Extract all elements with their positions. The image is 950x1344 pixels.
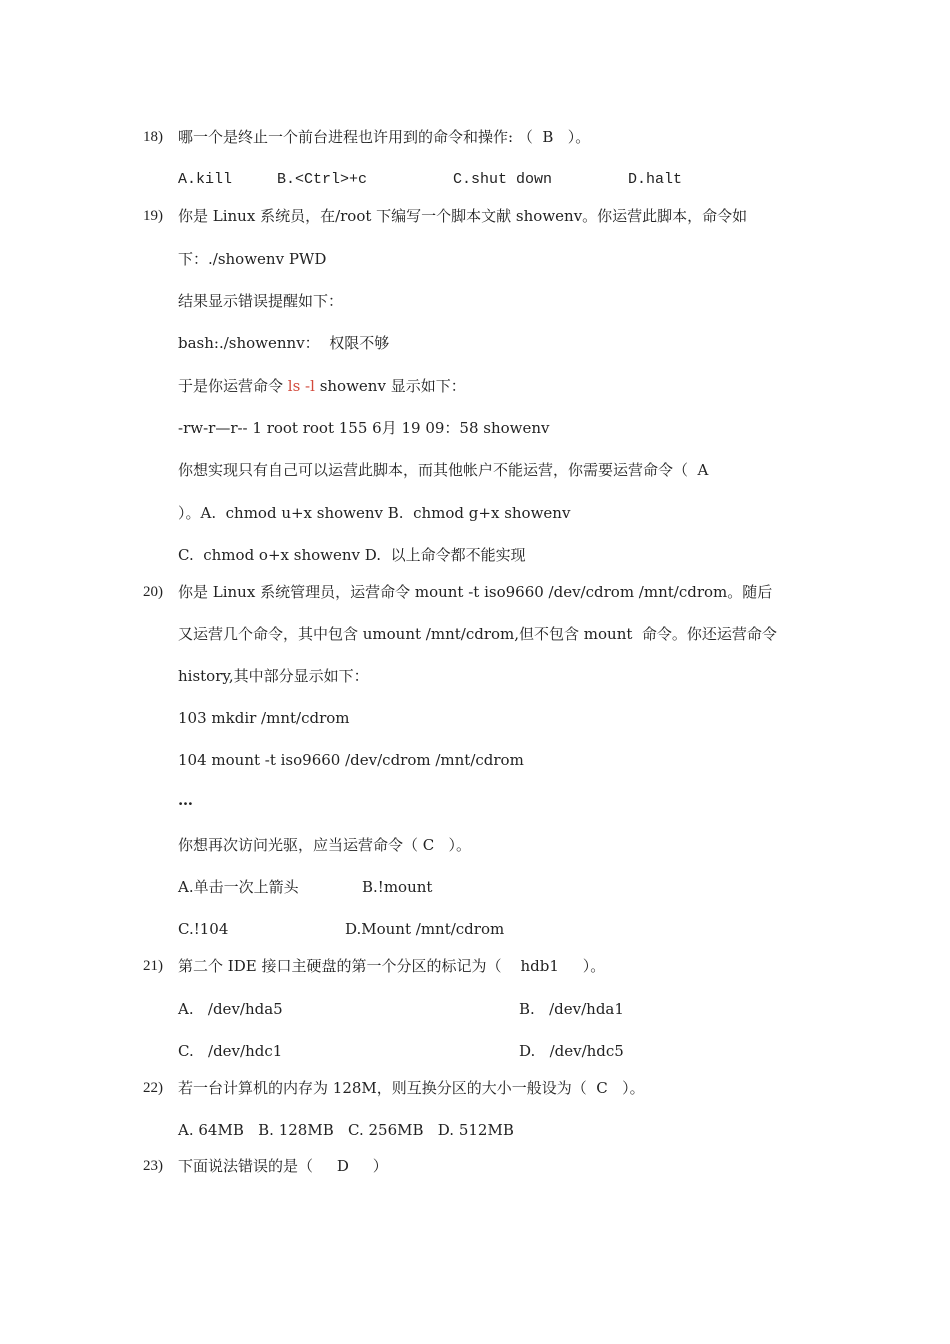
option-d: D.halt <box>628 171 683 188</box>
option-d: D. /dev/hdc5 <box>519 1042 624 1060</box>
text-suffix: showenv 显示如下： <box>314 377 466 395</box>
option-a: A.单击一次上箭头 <box>178 878 299 896</box>
option-b: B. /dev/hda1 <box>519 1000 624 1018</box>
question-number: 19) <box>143 208 163 224</box>
option-b: B.!mount <box>362 878 433 896</box>
option-a: A. /dev/hda5 <box>178 1000 283 1018</box>
option-d: D.Mount /mnt/cdrom <box>345 920 505 938</box>
question-text: 又运营几个命令，其中包含 umount /mnt/cdrom,但不包含 mount 命令。你还运营命令 <box>178 625 777 643</box>
question-text: 你想实现只有自己可以运营此脚本，而其他帐户不能运营，你需要运营命令（ A <box>178 461 709 479</box>
question-text: 下：./showenv PWD <box>178 250 327 268</box>
highlighted-command: ls -l <box>287 377 315 395</box>
options-line: C. chmod o+x showenv D. 以上命令都不能实现 <box>178 546 526 564</box>
question-text: 下面说法错误的是（ D ） <box>178 1157 388 1175</box>
history-line: 103 mkdir /mnt/cdrom <box>178 709 350 727</box>
question-number: 21) <box>143 958 163 974</box>
question-number: 20) <box>143 584 163 600</box>
option-c: C. /dev/hdc1 <box>178 1042 283 1060</box>
ls-output: -rw-r—r-- 1 root root 155 6月 19 09：58 showenv <box>178 419 550 437</box>
history-line: 104 mount -t iso9660 /dev/cdrom /mnt/cdrom <box>178 751 524 769</box>
question-number: 22) <box>143 1080 163 1096</box>
option-b: B.<Ctrl>+c <box>277 171 368 188</box>
text-prefix: 于是你运营命令 <box>178 377 288 395</box>
question-text: 你是 Linux 系统管理员，运营命令 mount -t iso9660 /dev/cdrom /mnt/cdrom。随后 <box>178 583 773 601</box>
question-text: 若一台计算机的内存为 128M，则互换分区的大小一般设为（ C ）。 <box>178 1079 645 1097</box>
option-c: C.shut down <box>453 171 553 188</box>
option-c: C.!104 <box>178 920 229 938</box>
question-text: 你是 Linux 系统员，在/root 下编写一个脚本文献 showenv。你运营此脚本，命令如 <box>178 207 748 225</box>
question-text: 第二个 IDE 接口主硬盘的第一个分区的标记为（ hdb1 ）。 <box>178 957 606 975</box>
ellipsis: … <box>178 791 193 809</box>
question-text <box>178 376 466 396</box>
question-number: 23) <box>143 1158 163 1174</box>
options-line: A. 64MB B. 128MB C. 256MB D. 512MB <box>178 1121 514 1139</box>
question-text: history,其中部分显示如下： <box>178 667 369 685</box>
question-text: 你想再次访问光驱，应当运营命令（ C ）。 <box>178 836 472 854</box>
option-a: A.kill <box>178 171 233 188</box>
question-number: 18) <box>143 129 163 145</box>
options-line: ）。A. chmod u+x showenv B. chmod g+x showenv <box>178 504 571 522</box>
error-output: bash:./showennv： 权限不够 <box>178 334 390 352</box>
question-text: 结果显示错误提醒如下： <box>178 292 344 310</box>
question-text: 哪一个是终止一个前台进程也许用到的命令和操作: （ B ）。 <box>178 128 591 146</box>
